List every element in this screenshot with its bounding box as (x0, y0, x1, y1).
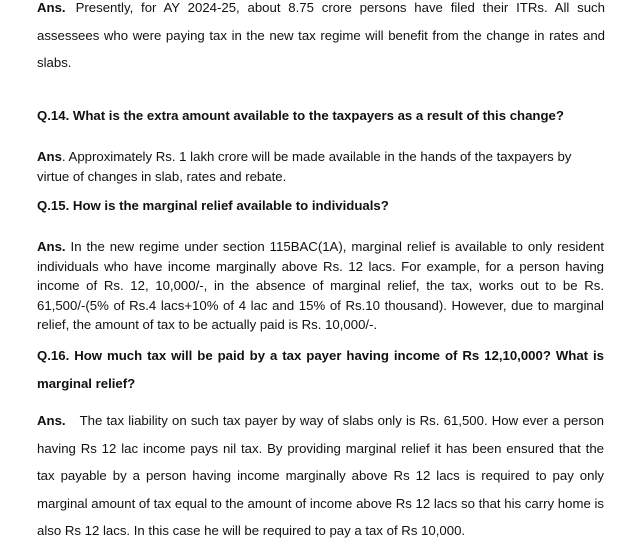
answer-text: The tax liability on such tax payer by way of slabs only is Rs. 61,500. How ever a person having Rs 12 lac income pays nil tax. By providing marginal relief it has been ensured that the tax payable by a person having income marginally above Rs 12 lacs is required to pay only marginal amount of tax equal to the amount of income above Rs 12 lacs so that his carry home is also Rs 12 lacs. In this case he will be required to pay a tax of Rs 10,000. (37, 413, 604, 538)
answer-14 (37, 147, 597, 186)
answer-label: Ans. (37, 0, 66, 15)
question-15: Q.15. How is the marginal relief available to individuals? (37, 198, 389, 213)
answer-label: Ans. (37, 413, 66, 428)
question-16: Q.16. How much tax will be paid by a tax payer having income of Rs 12,10,000? What is marginal relief? (37, 348, 604, 391)
answer-label: Ans (37, 149, 62, 164)
answer-16 (37, 407, 604, 545)
answer-label: Ans. (37, 239, 66, 254)
answer-15 (37, 237, 604, 335)
answer-text: In the new regime under section 115BAC(1A), marginal relief is available to only resident individuals who have income marginally above Rs. 12 lacs. For example, for a person having income of Rs. 12, 10,000/-, in the absence of marginal relief, the tax, works out to be Rs. 61,500/-(5% of Rs.4 lacs+10% of 4 lac and 15% of Rs.10 thousand). However, due to marginal relief, the amount of tax to be actually paid is Rs. 10,000/-. (37, 239, 604, 332)
answer-13 (37, 0, 605, 77)
question-14: Q.14. What is the extra amount available to the taxpayers as a result of this change? (37, 108, 564, 123)
answer-text: Presently, for AY 2024-25, about 8.75 crore persons have filed their ITRs. All such assessees who were paying tax in the new tax regime will benefit from the change in rates and slabs. (37, 0, 605, 70)
answer-text: . Approximately Rs. 1 lakh crore will be made available in the hands of the taxpayers by virtue of changes in slab, rates and rebate. (37, 149, 572, 184)
